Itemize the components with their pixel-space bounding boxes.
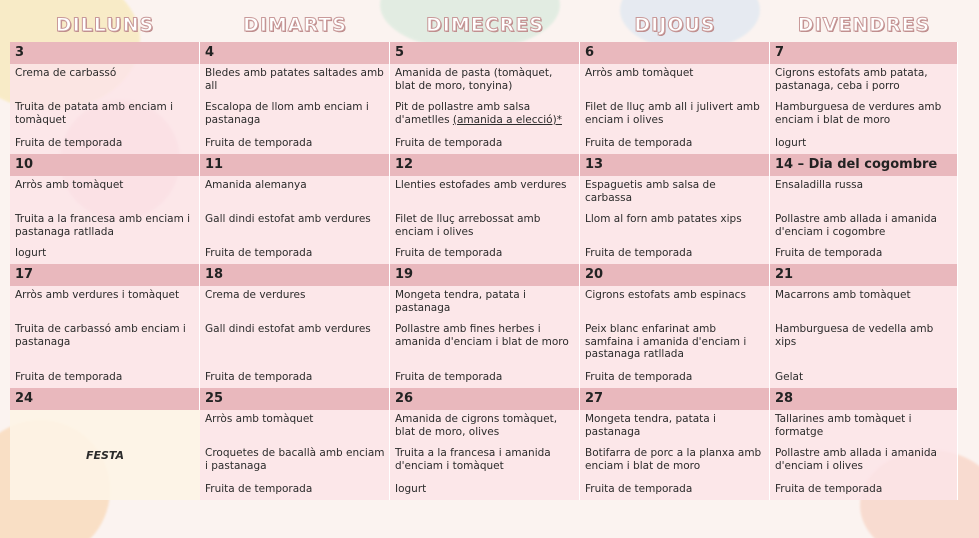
week-row	[10, 154, 968, 264]
second-course: Pollastre amb allada i amanida d'enciam i cogombre	[770, 210, 958, 244]
weekday-label: DIMECRES	[426, 14, 544, 36]
weekday-label: DILLUNS	[55, 14, 155, 36]
first-course: Amanida de pasta (tomàquet, blat de moro, tonyina)	[390, 64, 580, 98]
first-course: Arròs amb tomàquet	[10, 176, 200, 210]
date-number: 28	[770, 388, 958, 410]
first-course: Mongeta tendra, patata i pastanaga	[580, 410, 770, 444]
date-number: 21	[770, 264, 958, 286]
dessert: Iogurt	[10, 244, 200, 264]
week-row	[10, 42, 968, 154]
second-course: Croquetes de bacallà amb enciam i pastanaga	[200, 444, 390, 480]
first-course: Arròs amb tomàquet	[580, 64, 770, 98]
dessert: Fruita de temporada	[580, 244, 770, 264]
second-course: Escalopa de llom amb enciam i pastanaga	[200, 98, 390, 134]
dessert: Iogurt	[770, 134, 958, 154]
dessert: Fruita de temporada	[580, 368, 770, 388]
first-course: Llenties estofades amb verdures	[390, 176, 580, 210]
second-course: Truita a la francesa i amanida d'enciam i tomàquet	[390, 444, 580, 480]
date-number: 18	[200, 264, 390, 286]
second-course: Gall dindi estofat amb verdures	[200, 320, 390, 368]
second-course: Gall dindi estofat amb verdures	[200, 210, 390, 244]
second-course	[390, 98, 580, 134]
second-course: Filet de lluç arrebossat amb enciam i olives	[390, 210, 580, 244]
first-course: Bledes amb patates saltades amb all	[200, 64, 390, 98]
date-number: 14 – Dia del cogombre	[770, 154, 958, 176]
dessert: Fruita de temporada	[390, 368, 580, 388]
second-course: Hamburguesa de verdures amb enciam i blat de moro	[770, 98, 958, 134]
weekday-label: DIVENDRES	[797, 14, 931, 36]
dessert: Fruita de temporada	[200, 368, 390, 388]
dessert: Fruita de temporada	[770, 480, 958, 500]
second-course: Pollastre amb fines herbes i amanida d'enciam i blat de moro	[390, 320, 580, 368]
first-course: Macarrons amb tomàquet	[770, 286, 958, 320]
date-number: 27	[580, 388, 770, 410]
second-course: Botifarra de porc a la planxa amb enciam i blat de moro	[580, 444, 770, 480]
first-course: Amanida de cigrons tomàquet, blat de moro, olives	[390, 410, 580, 444]
holiday-label: FESTA	[10, 410, 200, 500]
date-number: 7	[770, 42, 958, 64]
weekday-header	[10, 8, 968, 42]
date-number: 19	[390, 264, 580, 286]
dessert: Gelat	[770, 368, 958, 388]
first-course: Ensaladilla russa	[770, 176, 958, 210]
second-course: Pollastre amb allada i amanida d'enciam i olives	[770, 444, 958, 480]
first-course: Tallarines amb tomàquet i formatge	[770, 410, 958, 444]
first-course: Arròs amb verdures i tomàquet	[10, 286, 200, 320]
date-number: 4	[200, 42, 390, 64]
dessert: Fruita de temporada	[390, 244, 580, 264]
week-row	[10, 388, 968, 500]
date-number: 24	[10, 388, 200, 410]
dessert: Iogurt	[390, 480, 580, 500]
dessert: Fruita de temporada	[200, 244, 390, 264]
date-number: 6	[580, 42, 770, 64]
dessert: Fruita de temporada	[200, 480, 390, 500]
first-course: Arròs amb tomàquet	[200, 410, 390, 444]
date-number: 26	[390, 388, 580, 410]
date-number: 13	[580, 154, 770, 176]
first-course: Cigrons estofats amb espinacs	[580, 286, 770, 320]
dessert: Fruita de temporada	[10, 134, 200, 154]
first-course: Mongeta tendra, patata i pastanaga	[390, 286, 580, 320]
salad-choice-note: (amanida a elecció)*	[452, 113, 562, 126]
second-course: Filet de lluç amb all i julivert amb enciam i olives	[580, 98, 770, 134]
date-number: 12	[390, 154, 580, 176]
second-course: Truita de patata amb enciam i tomàquet	[10, 98, 200, 134]
weekday-label: DIJOUS	[634, 14, 716, 36]
second-course: Hamburguesa de vedella amb xips	[770, 320, 958, 368]
first-course: Amanida alemanya	[200, 176, 390, 210]
first-course: Cigrons estofats amb patata, pastanaga, ceba i porro	[770, 64, 958, 98]
dessert: Fruita de temporada	[580, 134, 770, 154]
dessert: Fruita de temporada	[10, 368, 200, 388]
first-course: Crema de carbassó	[10, 64, 200, 98]
date-number: 3	[10, 42, 200, 64]
weekday-label: DIMARTS	[243, 14, 347, 36]
second-course: Truita a la francesa amb enciam i pastanaga ratllada	[10, 210, 200, 244]
second-course-text: Pit de pollastre amb salsa d'ametlles	[395, 101, 531, 126]
date-number: 20	[580, 264, 770, 286]
date-number: 10	[10, 154, 200, 176]
first-course: Crema de verdures	[200, 286, 390, 320]
second-course: Llom al forn amb patates xips	[580, 210, 770, 244]
menu-calendar	[10, 42, 968, 500]
dessert: Fruita de temporada	[200, 134, 390, 154]
second-course: Truita de carbassó amb enciam i pastanaga	[10, 320, 200, 368]
date-number: 11	[200, 154, 390, 176]
date-number: 25	[200, 388, 390, 410]
dessert: Fruita de temporada	[770, 244, 958, 264]
week-row	[10, 264, 968, 388]
date-number: 5	[390, 42, 580, 64]
dessert: Fruita de temporada	[580, 480, 770, 500]
date-number: 17	[10, 264, 200, 286]
second-course: Peix blanc enfarinat amb samfaina i amanida d'enciam i pastanaga ratllada	[580, 320, 770, 368]
dessert: Fruita de temporada	[390, 134, 580, 154]
first-course: Espaguetis amb salsa de carbassa	[580, 176, 770, 210]
